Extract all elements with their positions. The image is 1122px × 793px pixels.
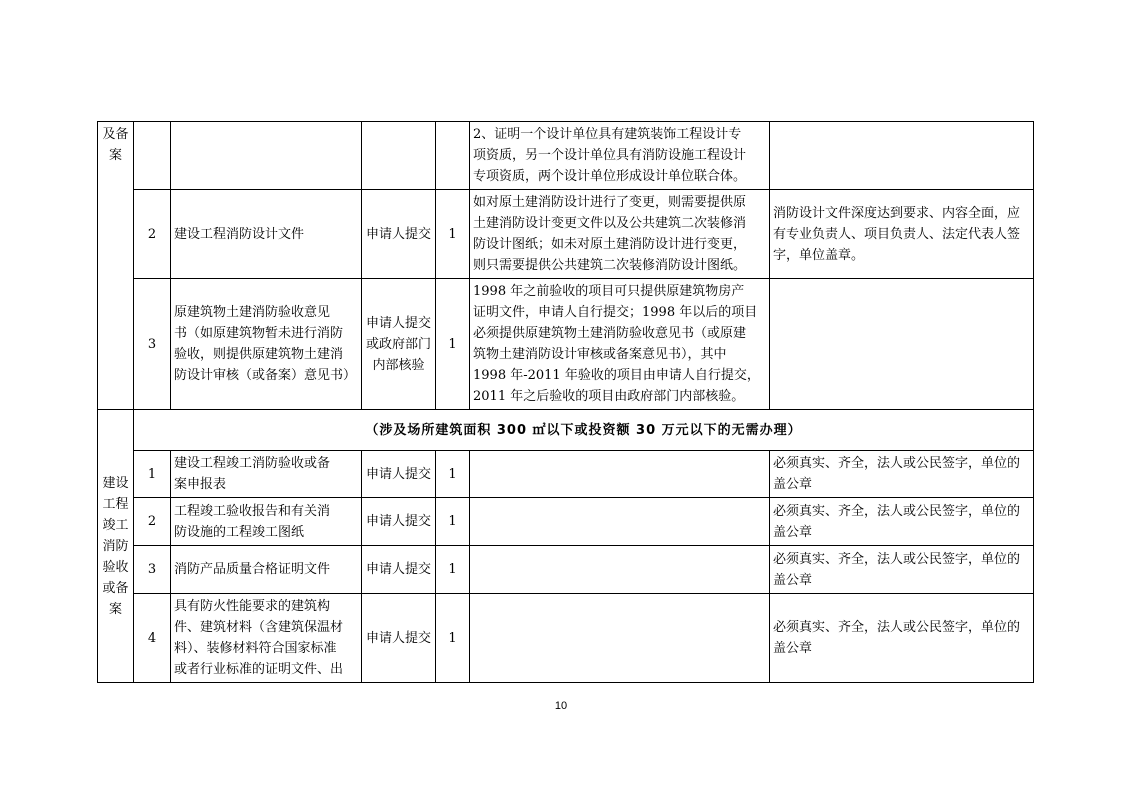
copy-count: 1: [436, 451, 470, 498]
copy-count: 1: [436, 546, 470, 594]
copy-count: 1: [436, 594, 470, 683]
copy-count: 1: [436, 279, 470, 410]
requirement-text: [770, 122, 1034, 190]
banner-row: [98, 410, 1034, 451]
material-name: 消防产品质量合格证明文件: [171, 546, 362, 594]
requirement-text: 消防设计文件深度达到要求、内容全面，应 有专业负责人、项目负责人、法定代表人签 字，单位盖章。: [770, 190, 1034, 279]
basis-text: [470, 498, 770, 546]
table-row: [98, 594, 1034, 683]
material-name: 工程竣工验收报告和有关消 防设施的工程竣工图纸: [171, 498, 362, 546]
material-name: 建设工程消防设计文件: [171, 190, 362, 279]
submission-mode: 申请人提交 或政府部门 内部核验: [362, 279, 436, 410]
copy-count: [436, 122, 470, 190]
submission-mode: 申请人提交: [362, 546, 436, 594]
materials-table: [97, 121, 1034, 683]
submission-mode: 申请人提交: [362, 594, 436, 683]
table-row: [98, 451, 1034, 498]
category-cell: 及备 案: [98, 122, 134, 410]
row-number: 3: [134, 546, 171, 594]
material-name: 具有防火性能要求的建筑构 件、建筑材料（含建筑保温材 料）、装修材料符合国家标准 或者行业标准的证明文件、出: [171, 594, 362, 683]
row-number: 3: [134, 279, 171, 410]
row-number: 4: [134, 594, 171, 683]
table-row: [98, 279, 1034, 410]
basis-text: [470, 594, 770, 683]
basis-text: 1998 年之前验收的项目可只提供原建筑物房产 证明文件，申请人自行提交；1998 年以后的项目 必须提供原建筑物土建消防验收意见书（或原建 筑物土建消防设计审核或备案意见书），其中 1998 年-2011 年验收的项目由申请人自行提交， 2011 年之后验收的项目由政府部门内部核验。: [470, 279, 770, 410]
table-row: [98, 546, 1034, 594]
submission-mode: 申请人提交: [362, 451, 436, 498]
submission-mode: [362, 122, 436, 190]
copy-count: 1: [436, 190, 470, 279]
material-name: 原建筑物土建消防验收意见 书（如原建筑物暂未进行消防 验收，则提供原建筑物土建消 防设计审核（或备案）意见书）: [171, 279, 362, 410]
material-name: 建设工程竣工消防验收或备 案申报表: [171, 451, 362, 498]
row-number: 2: [134, 190, 171, 279]
submission-mode: 申请人提交: [362, 190, 436, 279]
basis-text: [470, 451, 770, 498]
requirement-text: 必须真实、齐全，法人或公民签字，单位的 盖公章: [770, 498, 1034, 546]
exemption-banner: （涉及场所建筑面积 300 ㎡以下或投资额 30 万元以下的无需办理）: [134, 410, 1034, 451]
page-number: 10: [554, 700, 568, 712]
requirement-text: 必须真实、齐全，法人或公民签字，单位的 盖公章: [770, 594, 1034, 683]
table-row: [98, 122, 1034, 190]
row-number: 1: [134, 451, 171, 498]
copy-count: 1: [436, 498, 470, 546]
row-number: 2: [134, 498, 171, 546]
requirement-text: 必须真实、齐全，法人或公民签字，单位的 盖公章: [770, 451, 1034, 498]
row-number: [134, 122, 171, 190]
requirement-text: [770, 279, 1034, 410]
submission-mode: 申请人提交: [362, 498, 436, 546]
basis-text: [470, 546, 770, 594]
table-row: [98, 190, 1034, 279]
basis-text: 如对原土建消防设计进行了变更，则需要提供原 土建消防设计变更文件以及公共建筑二次装修消 防设计图纸；如未对原土建消防设计进行变更， 则只需要提供公共建筑二次装修消防设计图纸。: [470, 190, 770, 279]
basis-text: 2、证明一个设计单位具有建筑装饰工程设计专 项资质，另一个设计单位具有消防设施工程设计 专项资质，两个设计单位形成设计单位联合体。: [470, 122, 770, 190]
material-name: [171, 122, 362, 190]
table-row: [98, 498, 1034, 546]
category-cell: 建设 工程 竣工 消防 验收 或备 案: [98, 410, 134, 683]
requirement-text: 必须真实、齐全，法人或公民签字，单位的 盖公章: [770, 546, 1034, 594]
